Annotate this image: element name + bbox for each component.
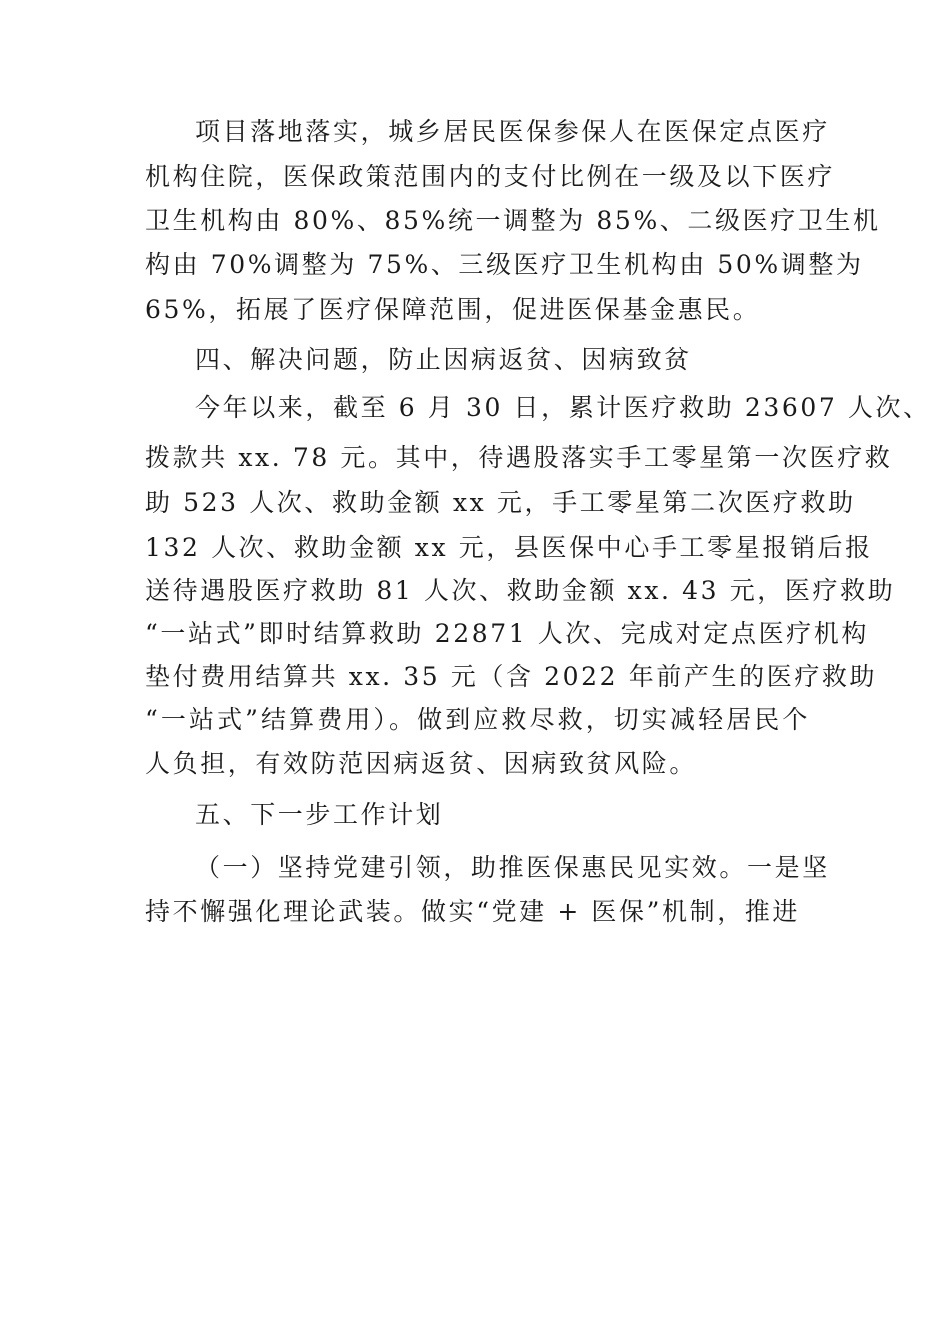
section-heading: 五、下一步工作计划 <box>195 800 444 829</box>
paragraph-line: 垫付费用结算共 xx. 35 元（含 2022 年前产生的医疗救助 <box>145 662 878 691</box>
paragraph-line: 65%，拓展了医疗保障范围，促进医保基金惠民。 <box>145 295 761 324</box>
paragraph-line: 人负担，有效防范因病返贫、因病致贫风险。 <box>145 749 698 778</box>
paragraph-line: 拨款共 xx. 78 元。其中，待遇股落实手工零星第一次医疗救 <box>145 443 893 472</box>
paragraph-line: “一站式”即时结算救助 22871 人次、完成对定点医疗机构 <box>145 619 869 648</box>
paragraph-line: 送待遇股医疗救助 81 人次、救助金额 xx. 43 元，医疗救助 <box>145 576 896 605</box>
paragraph-line: 项目落地落实，城乡居民医保参保人在医保定点医疗 <box>195 117 830 146</box>
paragraph-line: 持不懈强化理论武装。做实“党建 + 医保”机制，推进 <box>145 897 801 926</box>
paragraph-line: 今年以来，截至 6 月 30 日，累计医疗救助 23607 人次、 <box>195 393 931 422</box>
paragraph-line: 助 523 人次、救助金额 xx 元，手工零星第二次医疗救助 <box>145 488 856 517</box>
paragraph-line: 构由 70%调整为 75%、三级医疗卫生机构由 50%调整为 <box>145 250 864 279</box>
paragraph-line: （一）坚持党建引领，助推医保惠民见实效。一是坚 <box>195 853 830 882</box>
section-heading: 四、解决问题，防止因病返贫、因病致贫 <box>195 345 692 374</box>
paragraph-line: 机构住院，医保政策范围内的支付比例在一级及以下医疗 <box>145 162 836 191</box>
paragraph-line: “一站式”结算费用）。做到应救尽救，切实减轻居民个 <box>145 705 810 734</box>
paragraph-line: 卫生机构由 80%、85%统一调整为 85%、二级医疗卫生机 <box>145 206 881 235</box>
paragraph-line: 132 人次、救助金额 xx 元，县医保中心手工零星报销后报 <box>145 533 873 562</box>
